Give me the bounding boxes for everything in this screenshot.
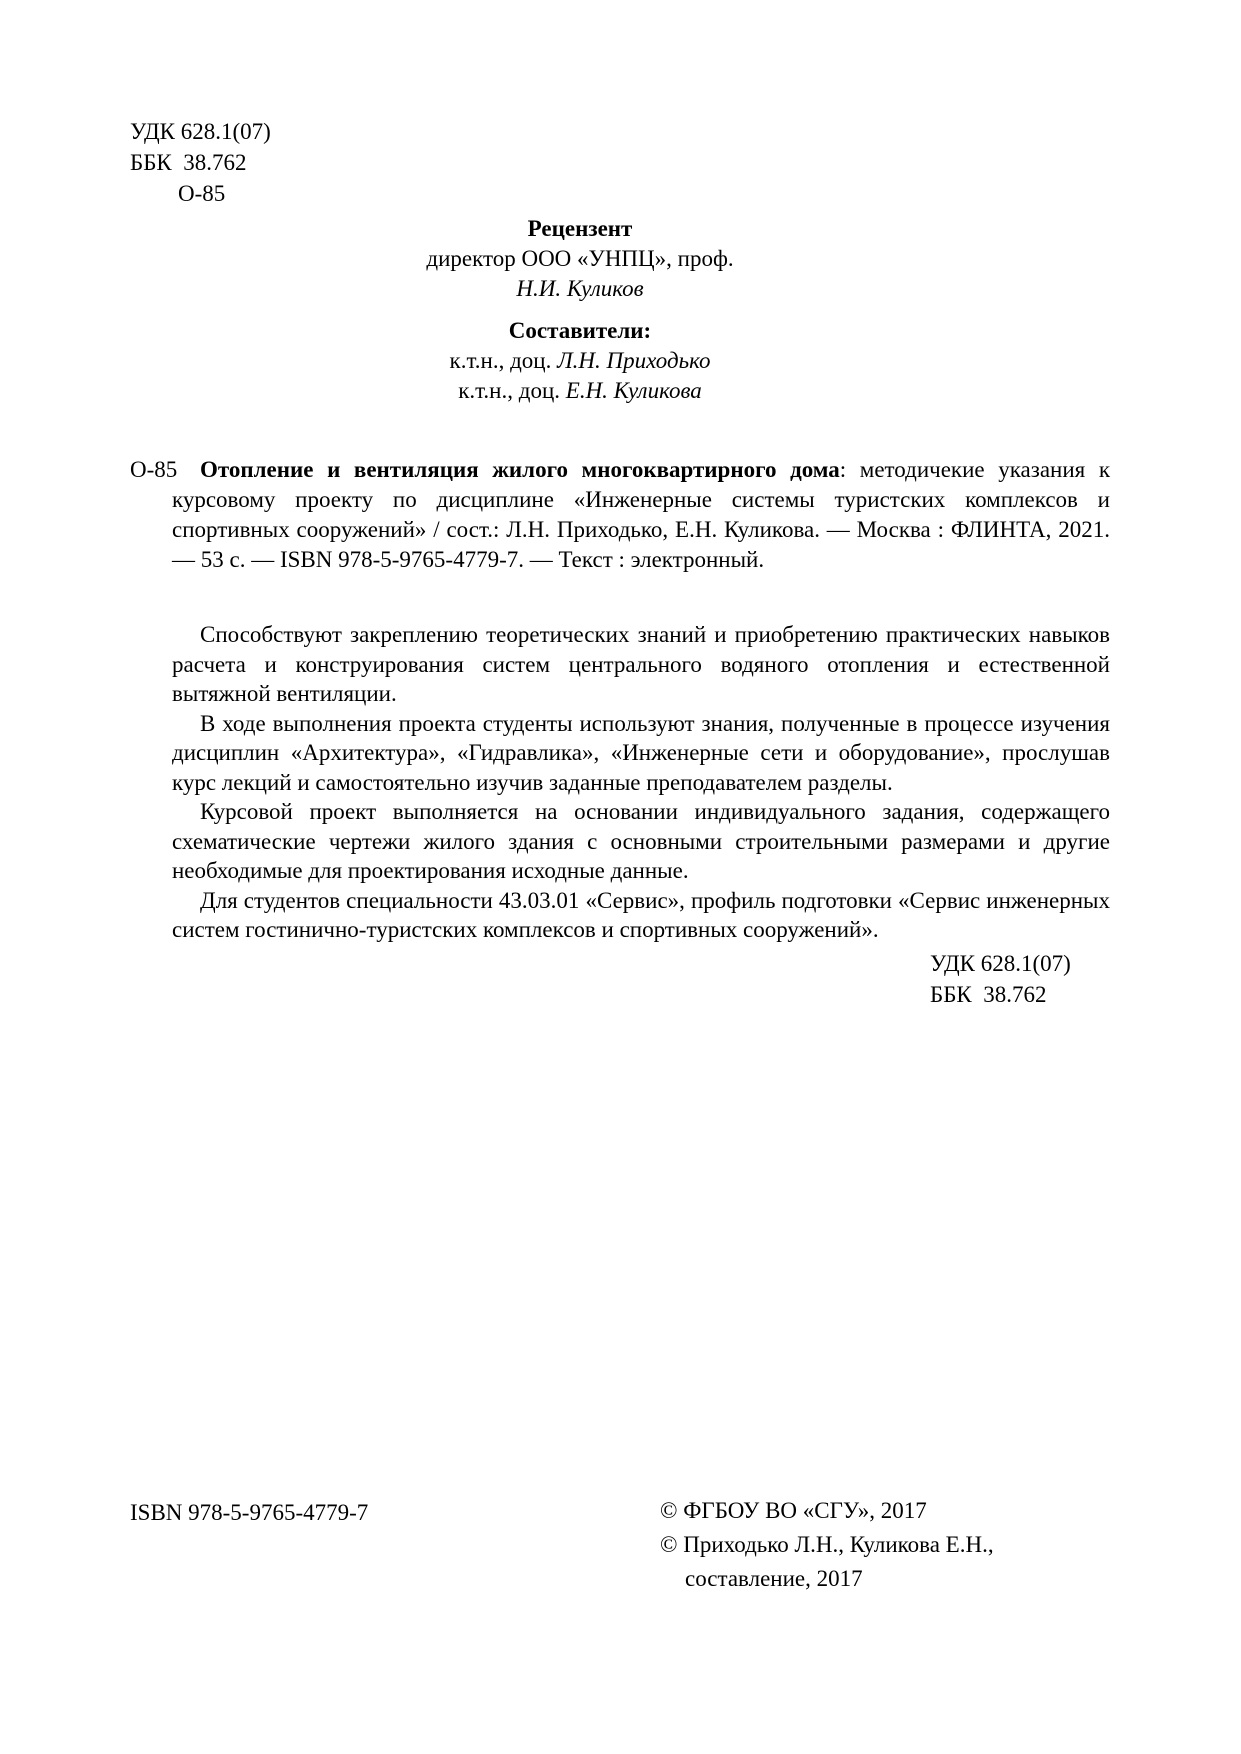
bibliographic-entry: [172, 455, 1110, 575]
reviewer-heading: Рецензент: [527, 216, 633, 241]
reviewer-position: директор ООО «УНПЦ», проф.: [426, 246, 734, 271]
compiler-name: Е.Н. Куликова: [565, 378, 702, 403]
book-title: Отопление и вентиляция жилого многоквартирного дома: [200, 457, 840, 482]
copyright-line: составление, 2017: [685, 1566, 863, 1591]
compiler-degree: к.т.н., доц.: [449, 348, 558, 373]
compilers-heading: Составители:: [508, 318, 652, 343]
copyright-line: © Приходько Л.Н., Куликова Е.Н.,: [660, 1532, 994, 1557]
annotation-block: [172, 620, 1110, 945]
compiler-name: Л.Н. Приходько: [557, 348, 711, 373]
reviewer-block: [127, 214, 1033, 304]
isbn-line: ISBN 978-5-9765-4779-7: [130, 1500, 369, 1525]
author-sign-bib: О-85: [130, 457, 178, 482]
annotation-paragraph: Для студентов специальности 43.03.01 «Сервис», профиль подготовки «Сервис инженерных систем гостинично-туристских комплексов и спортивных сооружений».: [172, 887, 1110, 942]
reviewer-name: Н.И. Куликов: [516, 276, 644, 301]
compiler-line: [127, 346, 1033, 376]
top-classification-codes: [130, 116, 271, 209]
bottom-classification-codes: [930, 948, 1071, 1010]
compiler-line: [127, 376, 1033, 406]
bibliographic-description: : методичекие указания к курсовому проекту по дисциплине «Инженерные системы туристских комплексов и спортивных сооружений» / сост.: Л.Н. Приходько, Е.Н. Куликова. — Москва : ФЛИНТА, 2021. — 53 с. — ISBN 978-5-9765-4779-7. — Текст : электронный.: [172, 457, 1111, 572]
annotation-paragraph: В ходе выполнения проекта студенты используют знания, полученные в процессе изучения дисциплин «Архитектура», «Гидравлика», «Инженерные сети и оборудование», прослушав курс лекций и самостоятельно изучив заданные преподавателем разделы.: [172, 710, 1110, 795]
copyright-block: [660, 1494, 994, 1596]
bbk-code-bottom: ББК 38.762: [930, 982, 1047, 1007]
udk-code-bottom: УДК 628.1(07): [930, 951, 1071, 976]
author-sign-top: О-85: [178, 181, 226, 206]
annotation-paragraph: Способствуют закреплению теоретических знаний и приобретению практических навыков расчета и конструирования систем центрального водяного отопления и естественной вытяжной вентиляции.: [172, 622, 1110, 706]
annotation-paragraph: Курсовой проект выполняется на основании индивидуального задания, содержащего схематические чертежи жилого здания с основными строительными размерами и другие необходимые для проектирования исходные данные.: [172, 799, 1110, 883]
copyright-line: © ФГБОУ ВО «СГУ», 2017: [660, 1498, 927, 1523]
bbk-code-top: ББК 38.762: [130, 150, 247, 175]
compiler-degree: к.т.н., доц.: [458, 378, 566, 403]
udk-code-top: УДК 628.1(07): [130, 119, 271, 144]
compilers-block: [127, 316, 1033, 406]
